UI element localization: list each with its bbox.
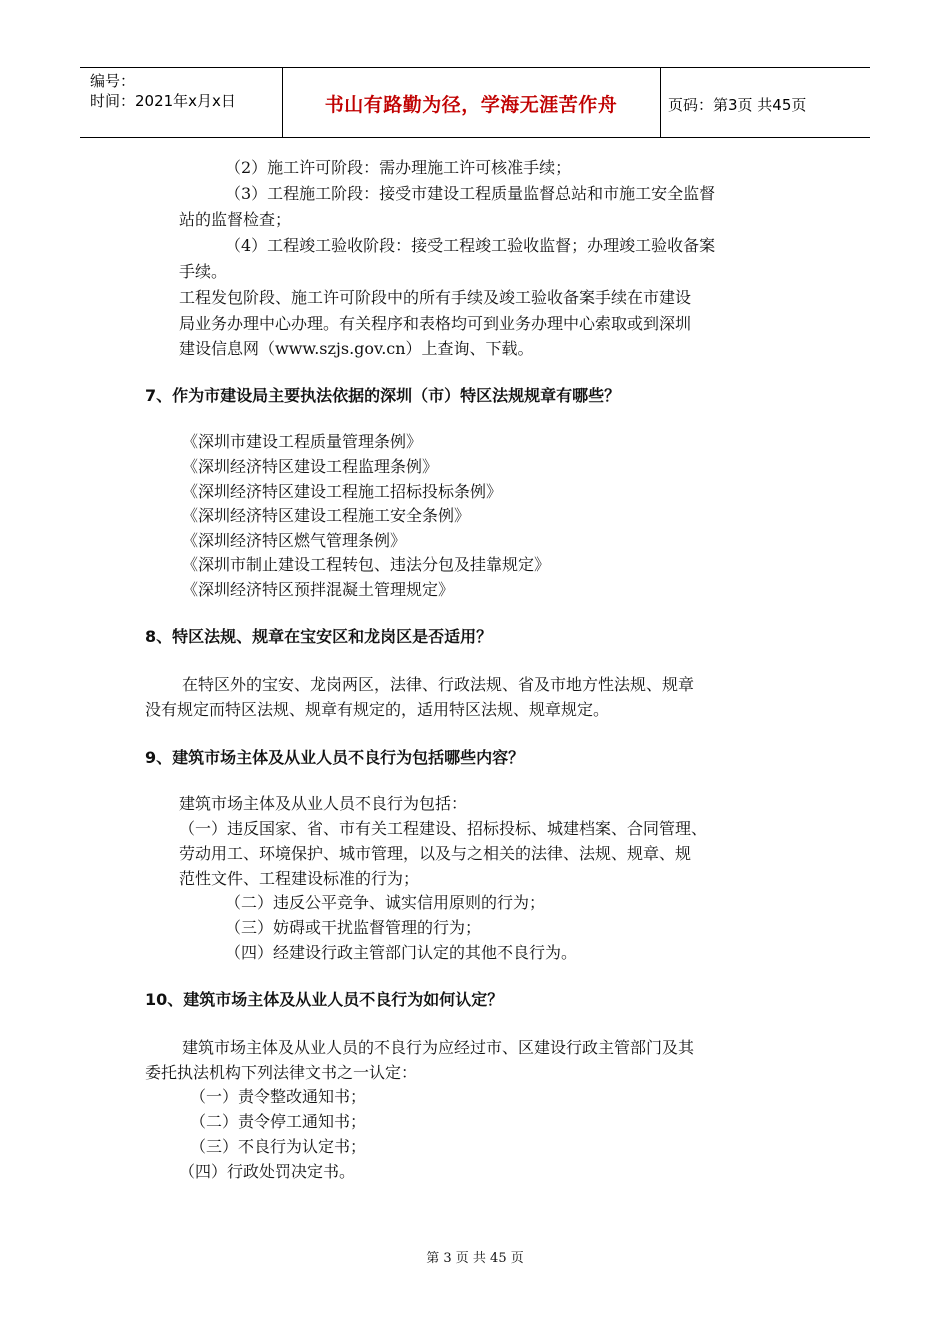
answer-line: 没有规定而特区法规、规章有规定的，适用特区法规、规章规定。 (145, 700, 610, 719)
question-8-heading: 8、特区法规、规章在宝安区和龙岗区是否适用？ (145, 627, 493, 646)
answer-line: 建筑市场主体及从业人员的不良行为应经过市、区建设行政主管部门及其 (182, 1038, 695, 1057)
body-line: （3）工程施工阶段：接受市建设工程质量监督总站和市施工安全监督 (225, 184, 716, 203)
document-date: 时间：2021年x月x日 (90, 92, 236, 110)
answer-line: （二）责令停工通知书； (190, 1112, 367, 1131)
answer-line: （四）经建设行政主管部门认定的其他不良行为。 (225, 943, 578, 962)
regulation-item: 《深圳经济特区建设工程施工安全条例》 (182, 506, 471, 525)
regulation-item: 《深圳市建设工程质量管理条例》 (182, 432, 423, 451)
question-9-heading: 9、建筑市场主体及从业人员不良行为包括哪些内容？ (145, 748, 525, 767)
answer-line: 范性文件、工程建设标准的行为； (179, 869, 420, 888)
body-line: 局业务办理中心办理。有关程序和表格均可到业务办理中心索取或到深圳 (179, 314, 692, 333)
answer-line: （二）违反公平竞争、诚实信用原则的行为； (225, 893, 546, 912)
answer-line: 建筑市场主体及从业人员不良行为包括： (179, 794, 468, 813)
answer-line: （三）妨碍或干扰监督管理的行为； (225, 918, 482, 937)
header-meta (90, 71, 236, 111)
body-line: 工程发包阶段、施工许可阶段中的所有手续及竣工验收备案手续在市建设 (179, 288, 692, 307)
body-line: 建设信息网（www.szjs.gov.cn）上查询、下载。 (179, 339, 534, 358)
body-line: 站的监督检查； (179, 210, 292, 229)
page-header (80, 67, 870, 138)
answer-line: （一）责令整改通知书； (190, 1087, 367, 1106)
answer-line: 在特区外的宝安、龙岗两区，法律、行政法规、省及市地方性法规、规章 (182, 675, 695, 694)
header-motto: 书山有路勤为径，学海无涯苦作舟 (324, 94, 618, 116)
question-10-heading: 10、建筑市场主体及从业人员不良行为如何认定？ (145, 990, 504, 1009)
body-line: （4）工程竣工验收阶段：接受工程竣工验收监督；办理竣工验收备案 (225, 236, 716, 255)
regulation-item: 《深圳市制止建设工程转包、违法分包及挂靠规定》 (182, 555, 551, 574)
answer-line: （三）不良行为认定书； (190, 1137, 367, 1156)
question-7-heading: 7、作为市建设局主要执法依据的深圳（市）特区法规规章有哪些？ (145, 386, 621, 405)
regulation-item: 《深圳经济特区燃气管理条例》 (182, 531, 407, 550)
body-line: 手续。 (179, 262, 228, 281)
answer-line: （一）违反国家、省、市有关工程建设、招标投标、城建档案、合同管理、 (179, 819, 708, 838)
page-footer: 第 3 页 共 45 页 (426, 1251, 524, 1266)
document-number: 编号： (90, 72, 136, 90)
answer-line: 劳动用工、环境保护、城市管理，以及与之相关的法律、法规、规章、规 (179, 844, 692, 863)
regulation-item: 《深圳经济特区建设工程施工招标投标条例》 (182, 482, 503, 501)
header-page-info: 页码：第3页 共45页 (668, 96, 807, 114)
body-line: （2）施工许可阶段：需办理施工许可核准手续； (225, 158, 572, 177)
answer-line: 委托执法机构下列法律文书之一认定： (145, 1063, 418, 1082)
header-divider (660, 68, 661, 137)
regulation-item: 《深圳经济特区预拌混凝土管理规定》 (182, 580, 455, 599)
answer-line: （四）行政处罚决定书。 (179, 1162, 356, 1181)
regulation-item: 《深圳经济特区建设工程监理条例》 (182, 457, 439, 476)
